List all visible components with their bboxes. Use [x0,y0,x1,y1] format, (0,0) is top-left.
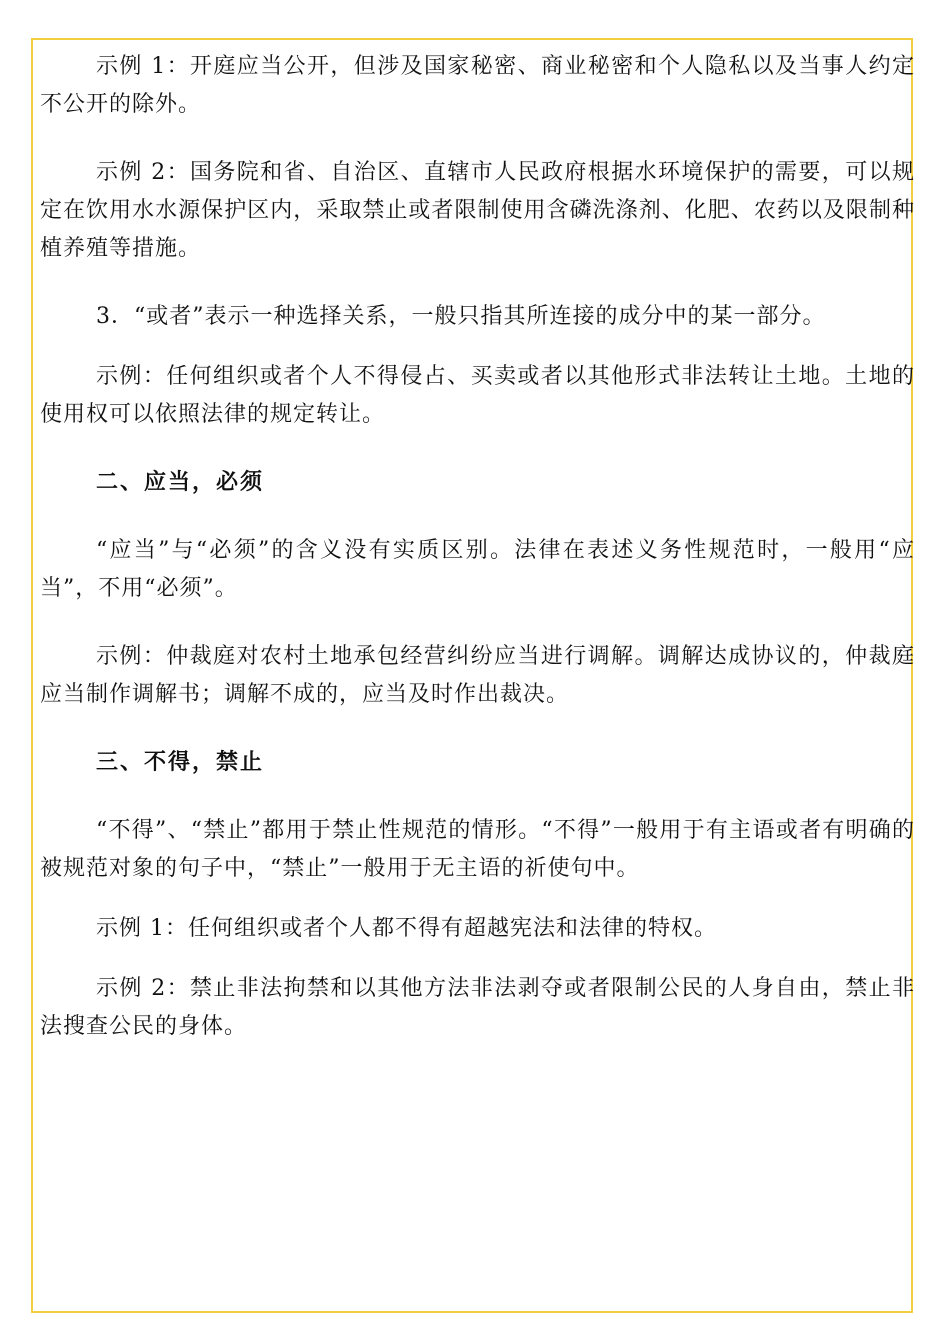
bude-jinzhi-explanation: “不得”、“禁止”都用于禁止性规范的情形。“不得”一般用于有主语或者有明确的被规范对象的句子中，“禁止”一般用于无主语的祈使句中。 [40,818,915,881]
example-1-no-privilege: 示例 1：任何组织或者个人都不得有超越宪法和法律的特权。 [96,916,717,941]
document-body [40,48,915,1046]
section-heading-bude-jinzhi: 三、不得，禁止 [96,750,265,775]
example-land-transfer: 示例：任何组织或者个人不得侵占、买卖或者以其他形式非法转让土地。土地的使用权可以依照法律的规定转让。 [40,364,915,427]
example-1-open-hearing: 示例 1：开庭应当公开，但涉及国家秘密、商业秘密和个人隐私以及当事人约定不公开的除外。 [40,54,915,117]
item-3-huozhe-definition: 3．“或者”表示一种选择关系，一般只指其所连接的成分中的某一部分。 [96,304,826,329]
example-arbitration-mediation: 示例：仲裁庭对农村土地承包经营纠纷应当进行调解。调解达成协议的，仲裁庭应当制作调解书；调解不成的，应当及时作出裁决。 [40,644,915,707]
example-2-water-protection: 示例 2：国务院和省、自治区、直辖市人民政府根据水环境保护的需要，可以规定在饮用水水源保护区内，采取禁止或者限制使用含磷洗涤剂、化肥、农药以及限制种植养殖等措施。 [40,160,915,261]
section-heading-yingdang-bixu: 二、应当，必须 [96,470,265,495]
example-2-personal-freedom: 示例 2：禁止非法拘禁和以其他方法非法剥夺或者限制公民的人身自由，禁止非法搜查公民的身体。 [40,976,915,1039]
yingdang-bixu-explanation: “应当”与“必须”的含义没有实质区别。法律在表述义务性规范时，一般用“应当”，不用“必须”。 [40,538,915,601]
